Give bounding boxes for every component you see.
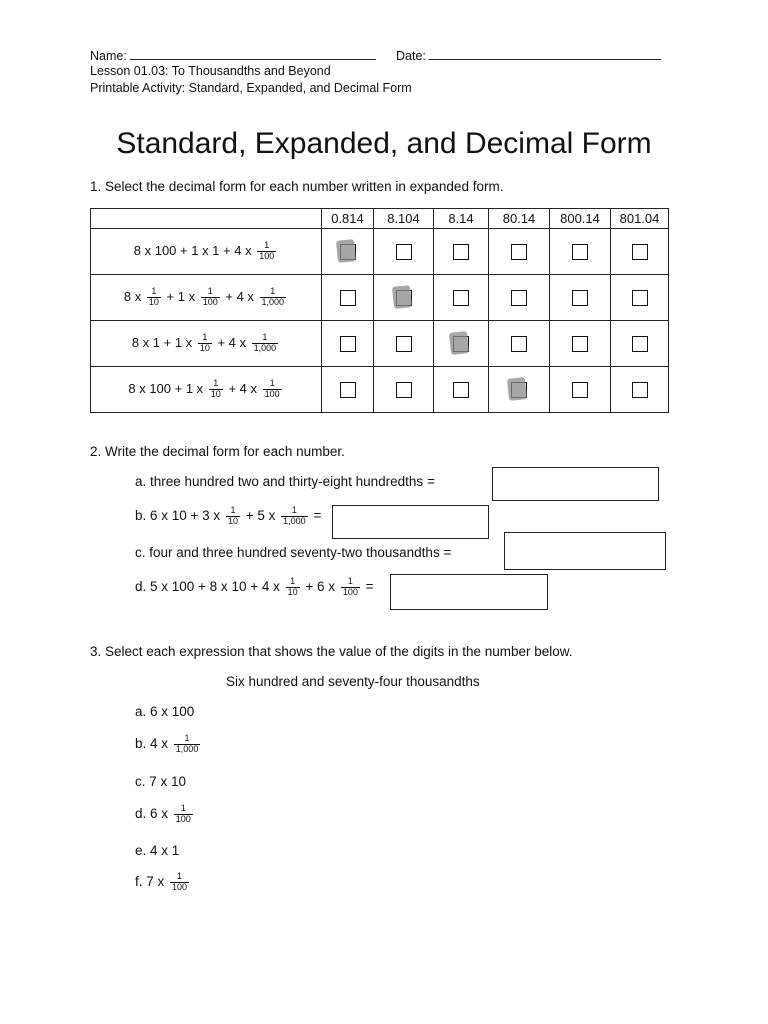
checkbox[interactable]: [572, 244, 588, 260]
column-header: 80.14: [489, 209, 550, 229]
page-title: Standard, Expanded, and Decimal Form: [116, 127, 652, 160]
table-row: [91, 321, 669, 367]
q3-option-f[interactable]: f. 7 x $\frac{1}{100}$: [135, 871, 188, 892]
q2b-text: b. 6 x 10 + 3 x $\frac{1}{10}$ + 5 x $\frac{1}{1,000}$ =: [135, 505, 322, 526]
name-blank[interactable]: [130, 47, 376, 60]
q2b-answer-box[interactable]: [332, 505, 489, 539]
q3-option-e[interactable]: e. 4 x 1: [135, 843, 180, 858]
q2a-answer-box[interactable]: [492, 467, 659, 501]
q3-option-c[interactable]: c. 7 x 10: [135, 774, 187, 789]
checkbox[interactable]: [453, 382, 469, 398]
q3-option-b[interactable]: b. 4 x $\frac{1}{1,000}$: [135, 733, 199, 754]
date-line: [396, 47, 661, 63]
fraction: $\frac{1}{1,000}$: [253, 332, 277, 353]
fraction: $\frac{1}{100}$: [259, 240, 275, 261]
fraction: $\frac{1}{100}$: [264, 378, 280, 399]
expanded-form-expression: 8 x 1 + 1 x $\frac{1}{10}$ + 4 x $\frac{1}{1,000}$: [91, 321, 322, 367]
checkbox[interactable]: [632, 244, 648, 260]
checkbox[interactable]: [632, 290, 648, 306]
table-row: [91, 367, 669, 413]
q1-table: [90, 208, 669, 413]
checkbox-checked[interactable]: [453, 336, 469, 352]
fraction: $\frac{1}{1,000}$: [283, 505, 306, 526]
checkbox[interactable]: [572, 290, 588, 306]
fraction: $\frac{1}{100}$: [342, 576, 358, 597]
name-line: [90, 47, 376, 63]
column-header: 8.104: [374, 209, 434, 229]
q3-number-words: Six hundred and seventy-four thousandths: [226, 674, 480, 689]
checkbox[interactable]: [396, 382, 412, 398]
table-row: [91, 275, 669, 321]
q3-prompt: 3. Select each expression that shows the value of the digits in the number below.: [90, 644, 573, 659]
checkbox[interactable]: [340, 382, 356, 398]
checkbox[interactable]: [511, 336, 527, 352]
checkbox-checked[interactable]: [340, 244, 356, 260]
column-header: 801.04: [611, 209, 669, 229]
column-header: 0.814: [322, 209, 374, 229]
fraction: $\frac{1}{100}$: [172, 871, 188, 892]
checkbox[interactable]: [396, 244, 412, 260]
activity-line: Printable Activity: Standard, Expanded, and Decimal Form: [90, 81, 412, 95]
q2a-text: a. three hundred two and thirty-eight hundredths =: [135, 474, 435, 489]
table-row: [91, 229, 669, 275]
fraction: $\frac{1}{10}$: [227, 505, 238, 526]
q3-option-d[interactable]: d. 6 x $\frac{1}{100}$: [135, 803, 191, 824]
fraction: $\frac{1}{100}$: [175, 803, 191, 824]
checkbox[interactable]: [511, 290, 527, 306]
name-label: Name:: [90, 49, 127, 63]
checkbox[interactable]: [511, 244, 527, 260]
q2c-answer-box[interactable]: [504, 532, 666, 570]
table-header-row: [91, 209, 669, 229]
q2d-text: d. 5 x 100 + 8 x 10 + 4 x $\frac{1}{10}$ + 6 x $\frac{1}{100}$ =: [135, 576, 374, 597]
checkbox-checked[interactable]: [511, 382, 527, 398]
checkbox[interactable]: [396, 336, 412, 352]
checkbox-checked[interactable]: [396, 290, 412, 306]
checkbox[interactable]: [453, 244, 469, 260]
checkbox[interactable]: [572, 382, 588, 398]
fraction: $\frac{1}{1,000}$: [175, 733, 199, 754]
q1-prompt: 1. Select the decimal form for each number written in expanded form.: [90, 179, 504, 194]
checkbox[interactable]: [340, 290, 356, 306]
checkbox[interactable]: [453, 290, 469, 306]
fraction: $\frac{1}{10}$: [148, 286, 159, 307]
q2d-answer-box[interactable]: [390, 574, 548, 610]
column-header: 8.14: [434, 209, 489, 229]
date-blank[interactable]: [429, 47, 661, 60]
column-header: 800.14: [550, 209, 611, 229]
q3-option-a[interactable]: a. 6 x 100: [135, 704, 195, 719]
expanded-form-expression: 8 x 100 + 1 x 1 + 4 x $\frac{1}{100}$: [91, 229, 322, 275]
expanded-form-expression: 8 x 100 + 1 x $\frac{1}{10}$ + 4 x $\frac{1}{100}$: [91, 367, 322, 413]
fraction: $\frac{1}{10}$: [287, 576, 298, 597]
fraction: $\frac{1}{1,000}$: [261, 286, 285, 307]
checkbox[interactable]: [632, 336, 648, 352]
checkbox[interactable]: [572, 336, 588, 352]
expanded-form-expression: 8 x $\frac{1}{10}$ + 1 x $\frac{1}{100}$ + 4 x $\frac{1}{1,000}$: [91, 275, 322, 321]
lesson-line: Lesson 01.03: To Thousandths and Beyond: [90, 64, 331, 78]
header-blank-cell: [91, 209, 322, 229]
date-label: Date:: [396, 49, 426, 63]
fraction: $\frac{1}{10}$: [210, 378, 221, 399]
checkbox[interactable]: [340, 336, 356, 352]
fraction: $\frac{1}{10}$: [199, 332, 210, 353]
q2c-text: c. four and three hundred seventy-two thousandths =: [135, 545, 452, 560]
fraction: $\frac{1}{100}$: [202, 286, 218, 307]
q2-prompt: 2. Write the decimal form for each number.: [90, 444, 345, 459]
checkbox[interactable]: [632, 382, 648, 398]
